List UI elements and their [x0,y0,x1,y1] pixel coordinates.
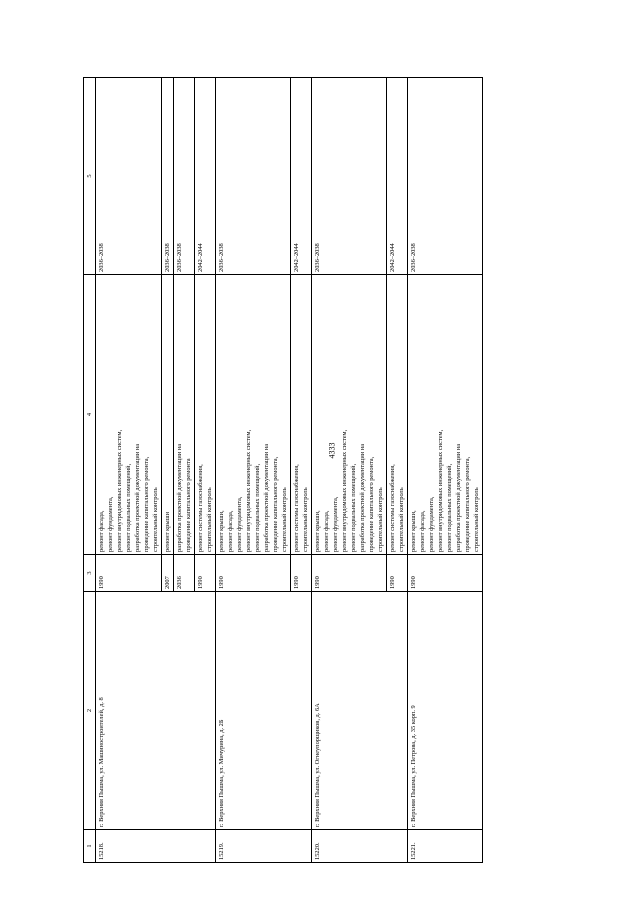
work-item: ремонт фасада, [98,510,105,552]
period-cell: 2036–2038 [162,78,174,275]
year-cell: 1990 [408,555,483,592]
table-row [216,78,291,863]
work-item: ремонт системы газоснабжения, [293,464,300,552]
work-item: ремонт подвальных помещений, [125,463,132,552]
year-cell: 2007 [162,555,174,592]
page-number-text: 4333 [327,442,337,459]
work-item: ремонт системы газоснабжения, [197,464,204,552]
capital-repair-table [83,77,483,863]
work-item: ремонт подвальных помещений, [350,463,357,552]
header-col-5: 5 [84,78,96,275]
entry-number-cell: 15221. [408,830,483,863]
header-col-1: 1 [84,830,96,863]
work-item: строительный контроль [302,487,309,552]
period-cell: 2036–2038 [216,78,291,275]
works-cell [162,275,174,555]
work-item: проведение капитального ремонта [185,458,192,552]
capital-repair-table-wrapper [83,78,601,863]
work-item: проведение капитального ремонта, [464,456,471,552]
work-item: ремонт крыши [164,511,171,552]
table-body [96,78,483,863]
work-item: строительный контроль [281,487,288,552]
work-item: ремонт подвальных помещений, [446,463,453,552]
work-item: ремонт системы газоснабжения, [389,464,396,552]
year-cell: 2036 [174,555,195,592]
work-item: разработка проектной документации на [176,443,183,552]
work-item: строительный контроль [206,487,213,552]
work-item: ремонт фундамента, [107,496,114,552]
works-cell [96,275,162,555]
works-cell [195,275,216,555]
work-item: ремонт фундамента, [236,496,243,552]
entry-number-cell: 15219. [216,830,312,863]
year-cell: 1990 [96,555,162,592]
work-item: ремонт фундамента, [332,496,339,552]
work-item: ремонт подвальных помещений, [254,463,261,552]
work-item: строительный контроль [377,487,384,552]
work-item: ремонт фасада, [323,510,330,552]
work-item: проведение капитального ремонта, [272,456,279,552]
work-item: разработка проектной документации на [263,443,270,552]
work-item: ремонт внутридомовых инженерных систем, [341,429,348,552]
works-cell [174,275,195,555]
works-cell [312,275,387,555]
table-row [96,78,162,863]
header-col-4: 4 [84,275,96,555]
work-item: ремонт фундамента, [428,496,435,552]
header-col-2: 2 [84,592,96,830]
work-item: разработка проектной документации на [359,443,366,552]
work-item: проведение капитального ремонта, [368,456,375,552]
period-cell: 2036–2038 [312,78,387,275]
work-item: разработка проектной документации на [455,443,462,552]
work-item: ремонт внутридомовых инженерных систем, [116,429,123,552]
period-cell: 2042–2044 [291,78,312,275]
period-cell: 2042–2044 [387,78,408,275]
work-item: ремонт крыши, [410,510,417,552]
work-item: ремонт фасада, [419,510,426,552]
address-cell: г. Верхняя Пышма, ул. Мичурина, д. 2Б [216,592,312,830]
entry-number-cell: 15220. [312,830,408,863]
year-cell: 1990 [216,555,291,592]
work-item: разработка проектной документации на [134,443,141,552]
period-cell: 2036–2038 [174,78,195,275]
works-cell [387,275,408,555]
work-item: ремонт крыши, [314,510,321,552]
year-cell: 1990 [195,555,216,592]
work-item: ремонт внутридомовых инженерных систем, [245,429,252,552]
work-item: ремонт внутридомовых инженерных систем, [437,429,444,552]
year-cell: 1990 [291,555,312,592]
work-item: проведение капитального ремонта, [143,456,150,552]
works-cell [291,275,312,555]
work-item: строительный контроль [473,487,480,552]
entry-number-cell: 15218. [96,830,216,863]
period-cell: 2036–2038 [408,78,483,275]
address-cell: г. Верхняя Пышма, ул. Машиностроителей, д. 8 [96,592,216,830]
table-row [312,78,387,863]
works-cell [216,275,291,555]
address-cell: г. Верхняя Пышма, ул. Огнеупорщиков, д. 6А [312,592,408,830]
header-col-3: 3 [84,555,96,592]
work-item: ремонт фасада, [227,510,234,552]
year-cell: 1990 [387,555,408,592]
period-cell: 2042–2044 [195,78,216,275]
work-item: строительный контроль [152,487,159,552]
work-item: строительный контроль [398,487,405,552]
header-row [84,78,96,863]
works-cell [408,275,483,555]
period-cell: 2036–2038 [96,78,162,275]
work-item: ремонт крыши, [218,510,225,552]
address-cell: г. Верхняя Пышма, ул. Петрова, д. 35 корп. 9 [408,592,483,830]
table-row [408,78,483,863]
year-cell: 1990 [312,555,387,592]
